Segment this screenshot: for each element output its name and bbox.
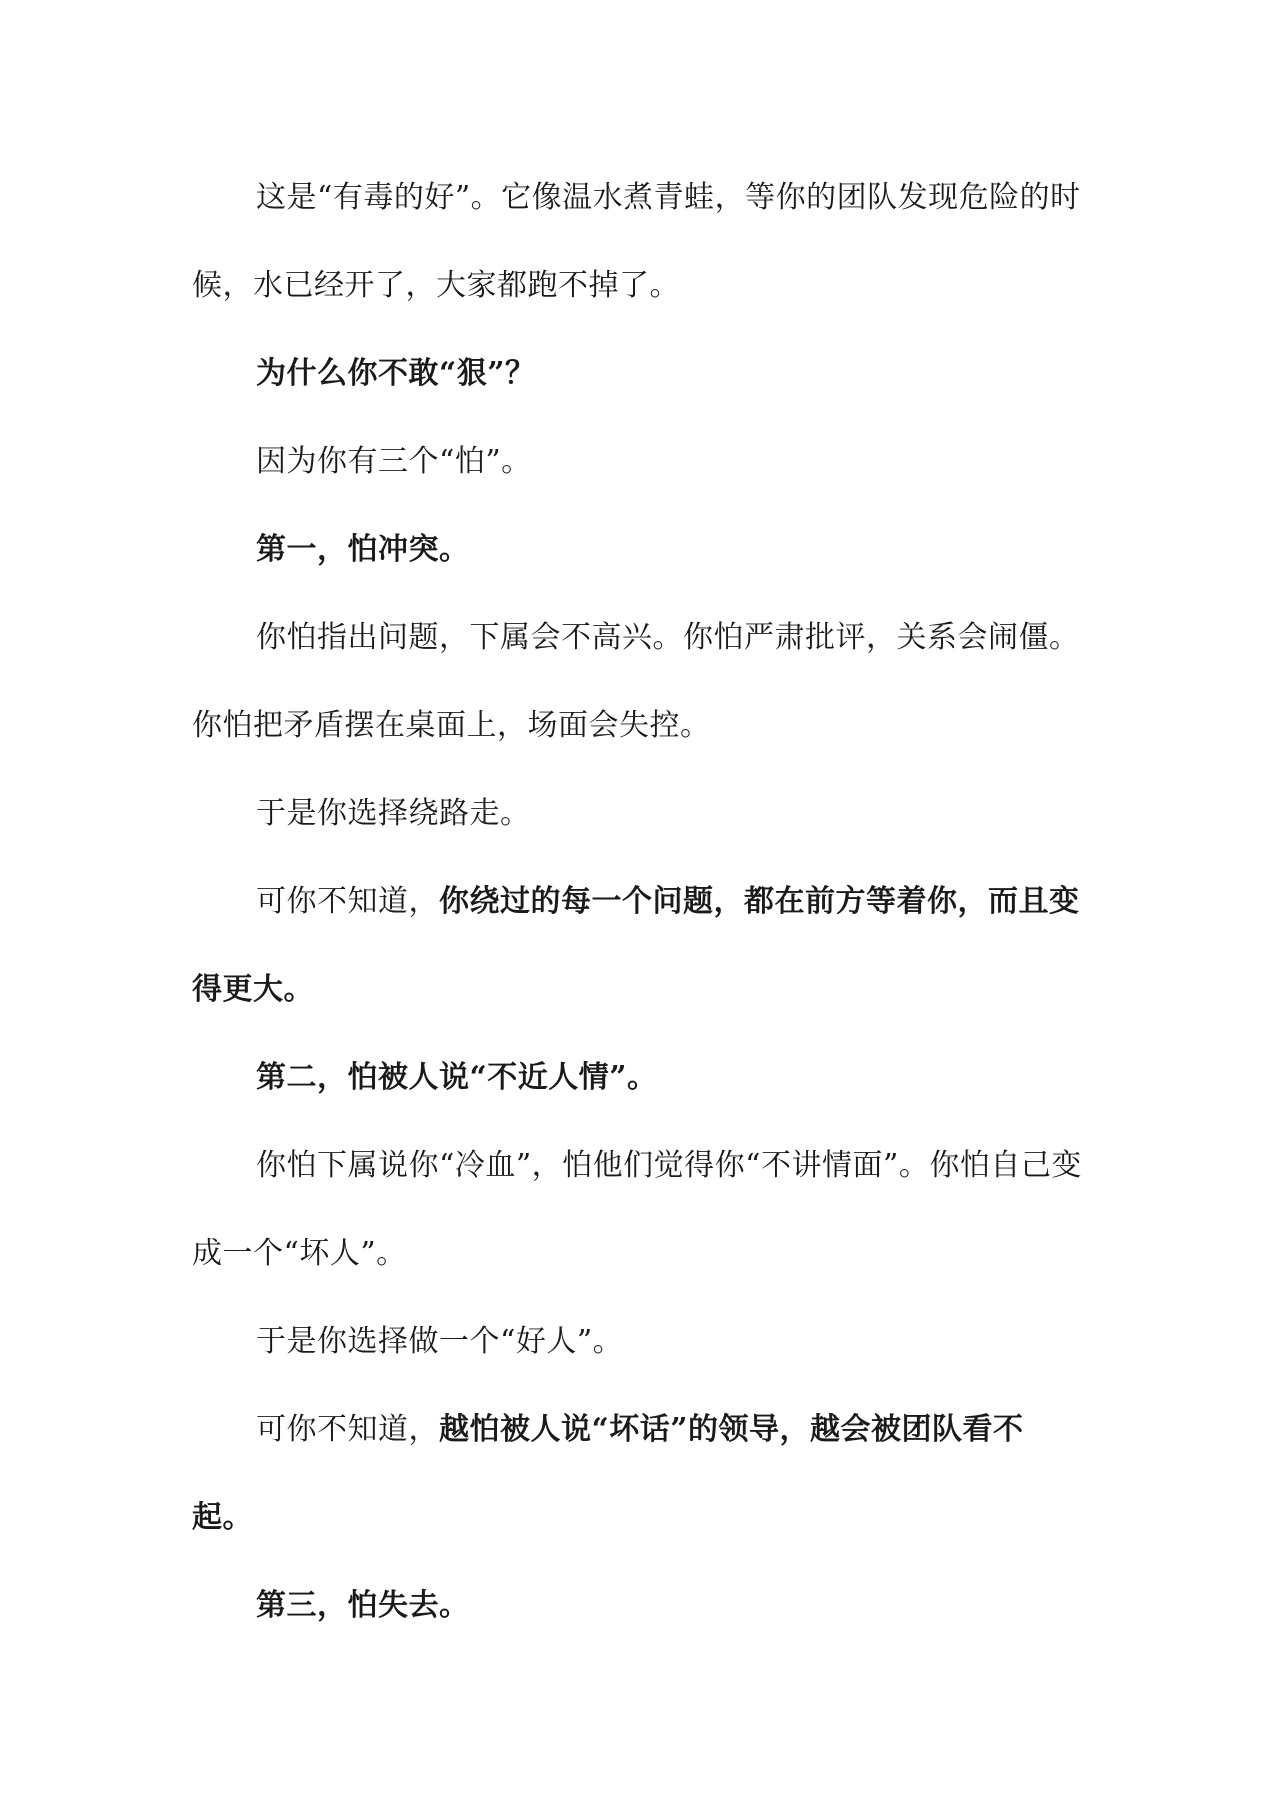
heading-fear-unkind: 第二，怕被人说“不近人情”。: [256, 1060, 658, 1095]
paragraph-bold-text: 越怕被人说“坏话”的领导，越会被团队看不起。: [192, 1412, 1024, 1535]
paragraph-detour: 于是你选择绕路走。: [256, 796, 531, 831]
paragraph-toxic-kindness: 这是“有毒的好”。它像温水煮青蛙，等你的团队发现危险的时候，水已经开了，大家都跑不掉了。: [192, 180, 1081, 303]
paragraph-be-nice: 于是你选择做一个“好人”。: [256, 1324, 624, 1359]
paragraph-looked-down-on: [192, 1386, 1082, 1562]
paragraph-fear-conflict-detail: 你怕指出问题，下属会不高兴。你怕严肃批评，关系会闹僵。你怕把矛盾摆在桌面上，场面会失控。: [192, 620, 1080, 743]
paragraph-lead-text: 可你不知道，: [256, 1412, 439, 1447]
heading-fear-loss: 第三，怕失去。: [256, 1588, 470, 1623]
paragraph-bold-text: 你绕过的每一个问题，都在前方等着你，而且变得更大。: [192, 884, 1080, 1007]
paragraph-lead-text: 可你不知道，: [256, 884, 439, 919]
paragraph-problems-grow: [192, 858, 1082, 1034]
heading-why-not-tough: 为什么你不敢“狠”？: [256, 356, 536, 391]
paragraph-fear-unkind-detail: 你怕下属说你“冷血”，怕他们觉得你“不讲情面”。你怕自己变成一个“坏人”。: [192, 1148, 1082, 1271]
heading-fear-conflict: 第一，怕冲突。: [256, 532, 470, 567]
paragraph-three-fears: 因为你有三个“怕”。: [256, 444, 532, 479]
